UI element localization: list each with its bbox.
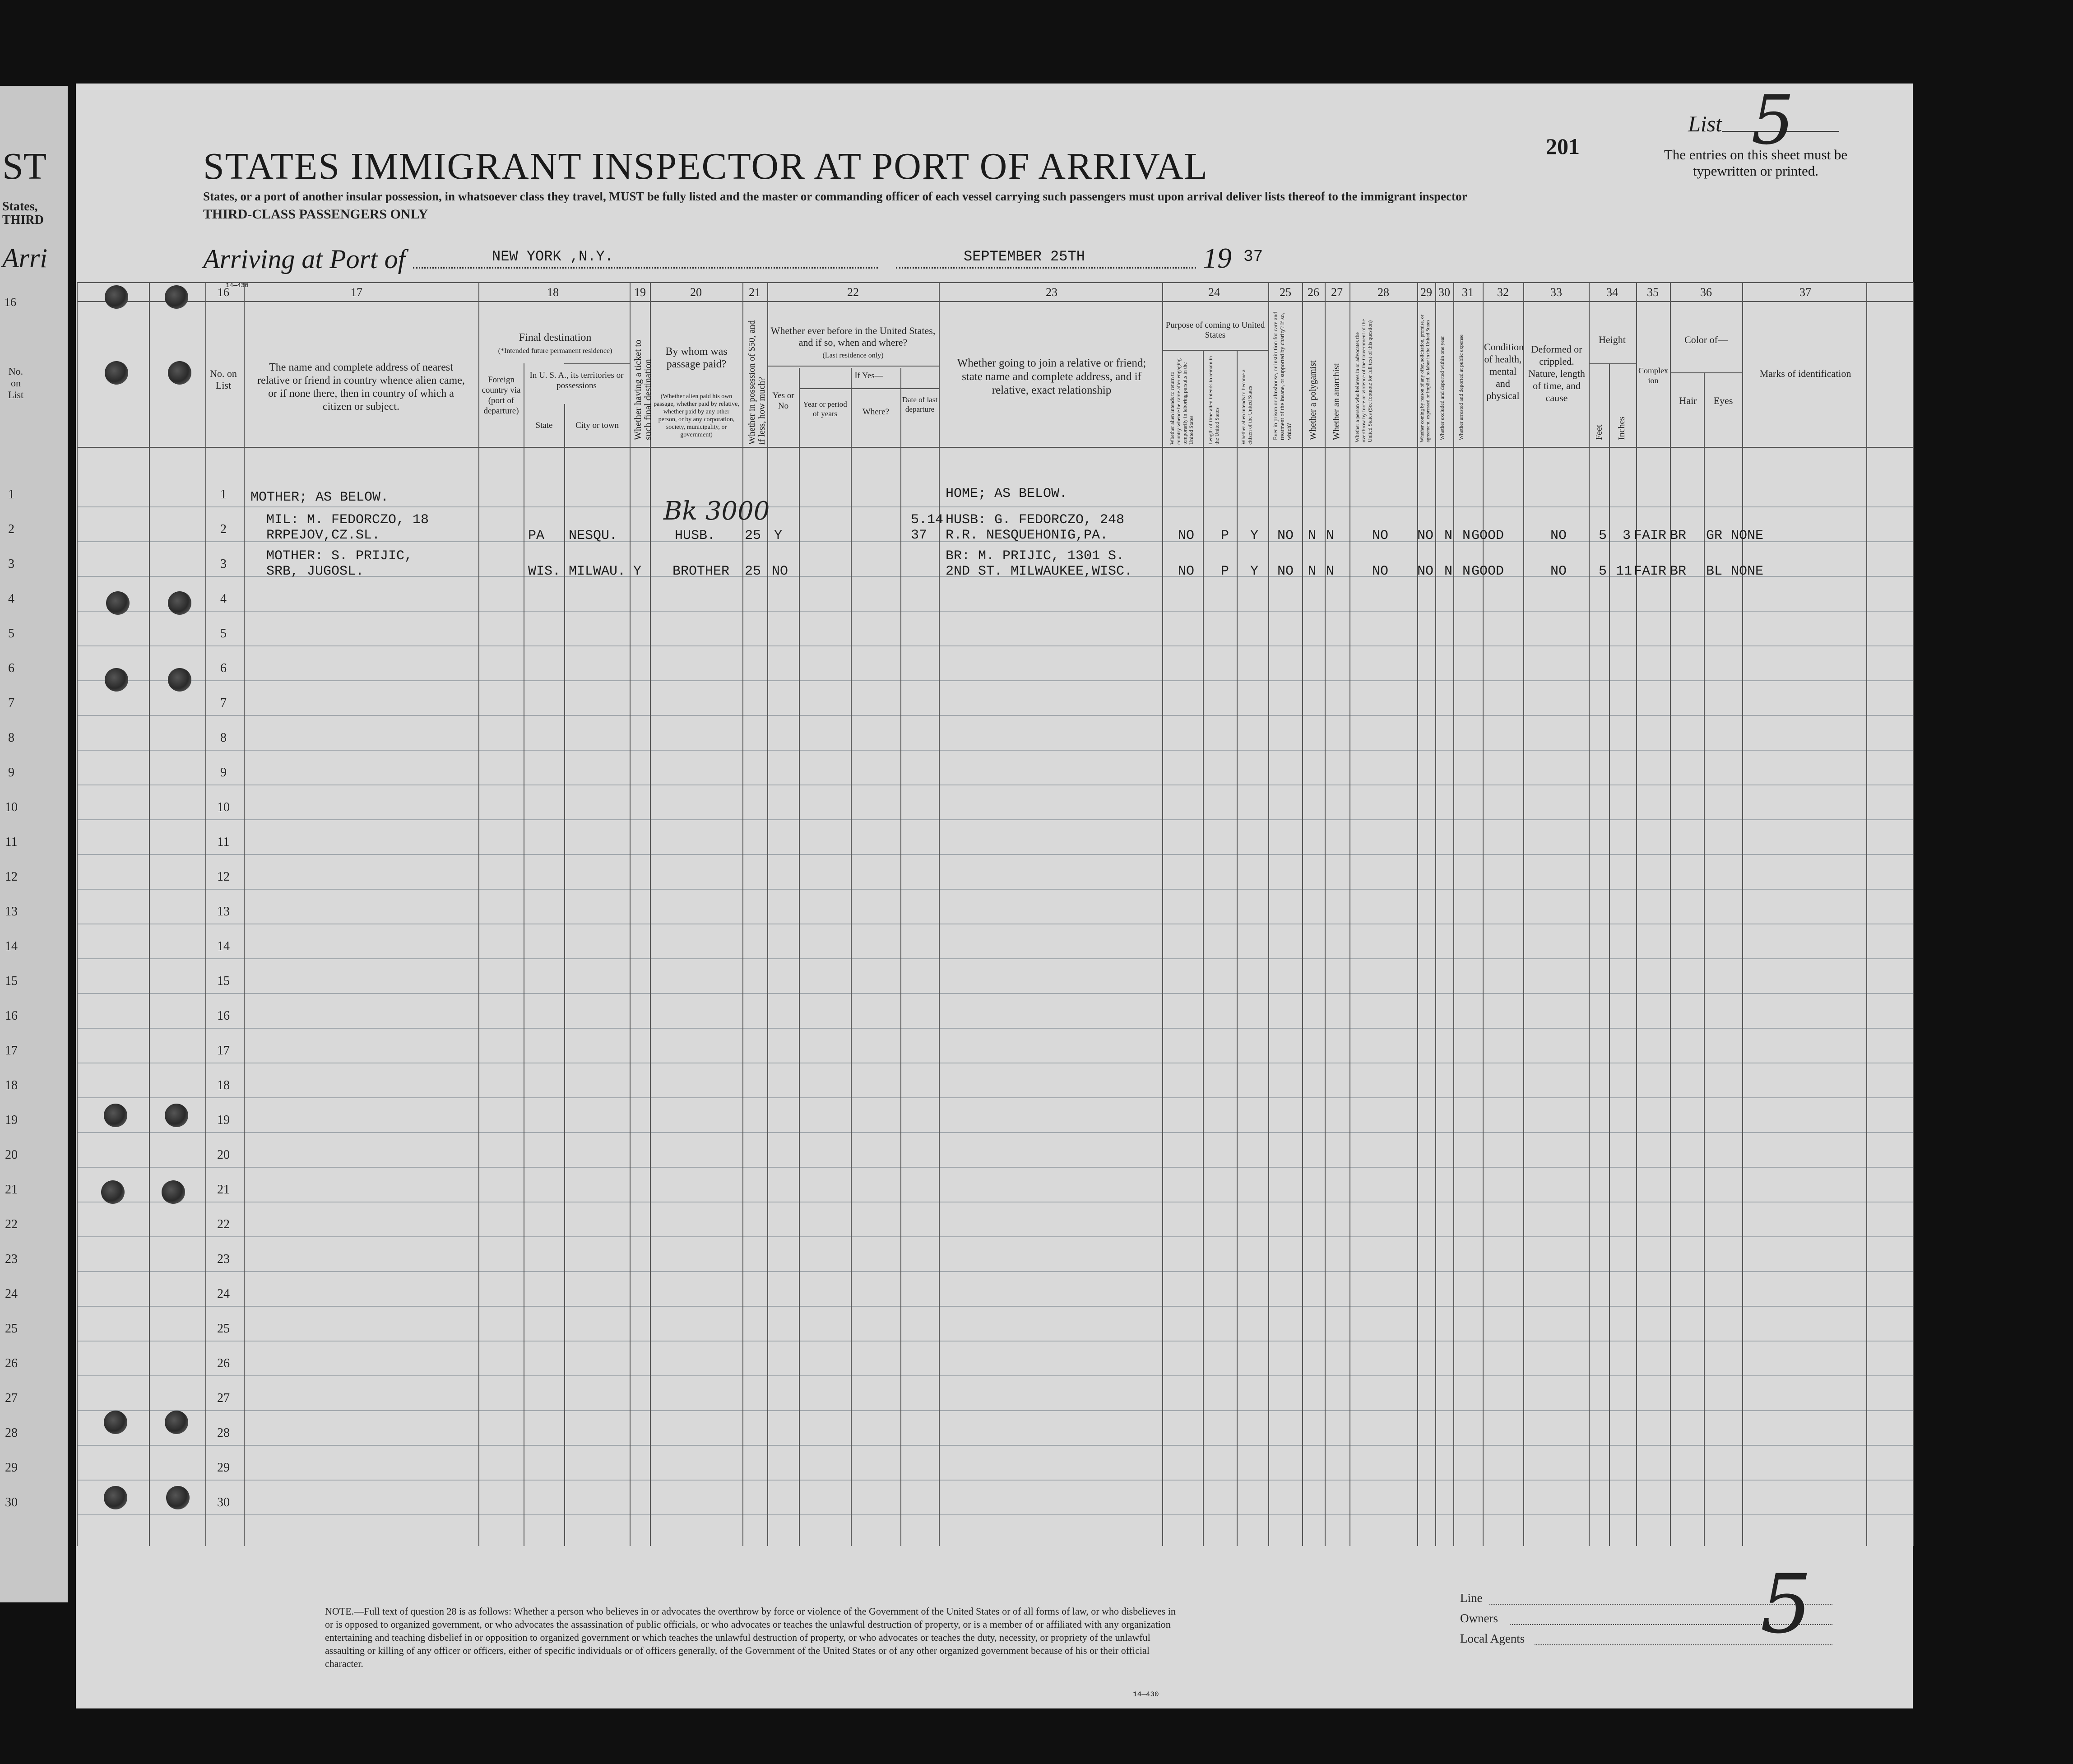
col-border <box>1636 282 1637 1546</box>
row2-deformed: NO <box>1550 528 1567 543</box>
row-rule <box>77 958 1914 959</box>
left-page-row-number: 17 <box>5 1044 18 1058</box>
binder-hole <box>105 361 128 385</box>
row2-passage: HUSB. <box>675 528 716 543</box>
col-border <box>1435 282 1436 1546</box>
colnum-16: 16 <box>218 286 229 299</box>
row-rule <box>77 1236 1914 1237</box>
row2-excluded: N <box>1444 528 1453 543</box>
row-rule <box>77 1341 1914 1342</box>
footer-owners-label: Owners <box>1460 1611 1498 1625</box>
binder-hole <box>168 591 191 615</box>
colhead-23: Whether going to join a relative or friend; state name and complete address, and if relative, exact relationship <box>957 357 1146 396</box>
colnum-19: 19 <box>634 286 646 299</box>
row-rule <box>77 750 1914 751</box>
row-rule <box>77 1480 1914 1481</box>
col-border <box>1268 282 1269 1546</box>
row2-eyes: GR <box>1706 528 1723 543</box>
left-page-row-number: 5 <box>8 627 14 641</box>
colnum-17: 17 <box>351 286 362 299</box>
colhead-32: Condition of health, mental and physical <box>1484 341 1524 401</box>
row-rule <box>77 1445 1914 1446</box>
row2-last-departure: 5.14 <box>911 512 944 528</box>
row3-joining-addr: 2ND ST. MILWAUKEE,WISC. <box>946 564 1133 579</box>
colhead-24b: Length of time alien intends to remain in the United States <box>1207 356 1220 445</box>
left-page-row-number: 2 <box>8 522 14 536</box>
colhead-33: Deformed or crippled. Nature, length of time, and cause <box>1528 344 1585 404</box>
colnum-37: 37 <box>1799 286 1811 299</box>
left-page-col-head: No. on List <box>8 366 24 400</box>
colhead-22-yesno: Yes or No <box>772 391 794 411</box>
row-number: 14 <box>217 939 230 953</box>
left-page-row-number: 14 <box>5 939 18 953</box>
row3-arrested: N <box>1462 564 1471 579</box>
colnum-21: 21 <box>749 286 761 299</box>
row2-height-inches: 3 <box>1623 528 1631 543</box>
left-page-line1-fragment: States, <box>2 200 38 214</box>
row-number: 12 <box>217 870 230 884</box>
colnum-23: 23 <box>1046 286 1057 299</box>
col-border <box>1302 282 1303 1546</box>
binder-hole <box>168 668 191 692</box>
table-top-border <box>77 282 1914 283</box>
subtitle-line1: States, or a port of another insular possession, in whatsoever class they travel, MUST be fully listed and the master or commanding officer of each vessel carrying such passengers must upon arrival deliver lists thereof to the immigrant inspector <box>203 190 1467 203</box>
colnum-32: 32 <box>1497 286 1509 299</box>
row-number: 20 <box>217 1148 230 1162</box>
col-border <box>1866 282 1867 1546</box>
colnum-26: 26 <box>1308 286 1319 299</box>
col-border <box>1913 282 1914 1546</box>
colhead-20-sub: (Whether alien paid his own passage, whether paid by relative, whether paid by any other person, or by any corporation, society, municipality, or government) <box>654 393 739 438</box>
left-page-row-number: 24 <box>5 1287 18 1301</box>
row3-relative: MOTHER: S. PRIJIC, <box>266 548 413 564</box>
left-page-row-number: 9 <box>8 766 14 780</box>
colhead-34-feet: Feet <box>1594 424 1604 440</box>
row3-relative-addr: SRB, JUGOSL. <box>266 564 364 579</box>
colnum-29: 29 <box>1420 286 1432 299</box>
date-value: SEPTEMBER 25TH <box>964 248 1085 265</box>
row3-complexion: FAIR <box>1634 564 1667 579</box>
binder-hole <box>162 1180 185 1204</box>
port-line <box>413 267 878 269</box>
row2-city: NESQU. <box>569 528 618 543</box>
row2-passage-handwritten: Bk 3000 <box>663 497 770 526</box>
manifest-table <box>5 282 1914 1546</box>
row3-height-inches: 11 <box>1616 564 1632 579</box>
colnum-33: 33 <box>1550 286 1562 299</box>
colhead-24: Purpose of coming to United States <box>1165 320 1265 340</box>
row-number: 8 <box>220 731 227 745</box>
row-rule <box>77 680 1914 681</box>
col-border <box>742 282 743 1546</box>
left-page-line2-fragment: THIRD <box>2 213 44 227</box>
row2-polygamist: N <box>1308 528 1317 543</box>
left-page-row-number: 8 <box>8 731 14 745</box>
colnum-30: 30 <box>1438 286 1450 299</box>
colnum-34: 34 <box>1606 286 1618 299</box>
row-rule <box>77 993 1914 994</box>
colhead-19: Whether having a ticket to such final destination <box>632 339 653 440</box>
colhead-18-city: City or town <box>575 421 619 430</box>
binder-hole <box>104 1104 127 1127</box>
row-number: 30 <box>217 1495 230 1509</box>
row-rule <box>77 715 1914 716</box>
colhead-22-sub: (Last residence only) <box>822 352 884 359</box>
row-number: 3 <box>220 557 227 571</box>
row3-passage: BROTHER <box>672 564 730 579</box>
row2-citizen: Y <box>1250 528 1259 543</box>
form-number: 14—430 <box>1133 1690 1159 1699</box>
colhead-22: Whether ever before in the United States, and if so, when and where? <box>770 325 936 348</box>
row3-hair: BR <box>1670 564 1687 579</box>
left-page-row-number: 12 <box>5 870 18 884</box>
row3-joining: BR: M. PRIJIC, 1301 S. <box>946 548 1125 564</box>
row-rule <box>77 889 1914 890</box>
left-page-row-number: 19 <box>5 1113 18 1127</box>
colhead-36: Color of— <box>1684 334 1728 345</box>
colnum-row-border <box>77 301 1914 302</box>
left-page-row-number: 10 <box>5 800 18 814</box>
colhead-37: Marks of identification <box>1759 368 1851 379</box>
col-border <box>1742 282 1743 1546</box>
binder-hole <box>105 285 128 309</box>
colhead-31: Whether arrested and deported at public expense <box>1458 334 1464 440</box>
colhead-26: Whether a polygamist <box>1308 360 1318 440</box>
row-number: 6 <box>220 661 227 675</box>
col-border <box>939 282 940 1546</box>
row2-complexion: FAIR <box>1634 528 1667 543</box>
col-border <box>799 368 800 1546</box>
row3-excluded: N <box>1444 564 1453 579</box>
col-border <box>851 368 852 1546</box>
left-page-row-number: 27 <box>5 1391 18 1405</box>
colhead-17: The name and complete address of nearest relative or friend in country whence alien came, or if none there, then in country of which a citizen or subject. <box>257 362 465 413</box>
row2-hair: BR <box>1670 528 1687 543</box>
row3-length-stay: P <box>1221 564 1229 579</box>
colhead-18-foreign: Foreign country via (port of departure) <box>482 375 521 416</box>
row3-eyes: BL <box>1706 564 1723 579</box>
row2-prison: NO <box>1277 528 1294 543</box>
colhead-21: Whether in possession of $50, and if less, how much? <box>747 320 767 445</box>
row2-state: PA <box>528 528 545 543</box>
binder-hole <box>165 1411 188 1434</box>
row3-anarchist: N <box>1326 564 1335 579</box>
binder-hole <box>101 1180 125 1204</box>
row-rule <box>77 645 1914 646</box>
colhead-24c: Whether alien intends to become a citizen of the United States <box>1240 369 1253 445</box>
left-page-row-number: 7 <box>8 696 14 710</box>
col-border <box>1203 350 1204 1546</box>
year-prefix: 19 <box>1203 242 1232 274</box>
binder-hole <box>104 1486 127 1509</box>
colhead-18-usa: In U. S. A., its territories or possessions <box>529 371 624 390</box>
row3-ticket: Y <box>633 564 642 579</box>
colhead-35: Complexion <box>1638 366 1668 385</box>
col-border <box>1704 372 1705 1546</box>
row-number: 13 <box>217 905 230 919</box>
date-line <box>896 267 1196 269</box>
purpose-subheader-line <box>1162 350 1268 351</box>
binder-hole <box>166 1486 190 1509</box>
left-page-arriving-fragment: Arri <box>2 243 48 273</box>
row-number: 16 <box>217 1009 230 1023</box>
row-rule <box>77 854 1914 855</box>
row2-labor-offer: NO <box>1417 528 1434 543</box>
left-page-row-number: 1 <box>8 487 14 501</box>
row2-before-yesno: Y <box>774 528 783 543</box>
col-border <box>1589 282 1590 1546</box>
left-page-row-number: 25 <box>5 1322 18 1336</box>
row2-last-departure-year: 37 <box>911 528 928 543</box>
year-suffix: 37 <box>1243 247 1263 266</box>
left-page-row-number: 15 <box>5 974 18 988</box>
colhead-22-where: Where? <box>862 407 890 417</box>
colhead-34: Height <box>1599 334 1626 345</box>
colhead-22-ifyes: If Yes— <box>854 371 883 381</box>
row-number: 2 <box>220 522 227 536</box>
col-border <box>564 404 565 1546</box>
row3-marks: NONE <box>1731 564 1764 579</box>
left-page-col-num: 16 <box>5 296 16 309</box>
footnote-question-28: NOTE.—Full text of question 28 is as follows: Whether a person who believes in or advocates the overthrow by force or violence of the Government of the United States or of all forms of law, or who disbelieves in or is opposed to organized government, or who advocates the assassination of public officials, or who advocates or teaches the unlawful destruction of property, or is a member of or affiliated with any organization entertaining and teaching disbelief in or opposition to organized government or which teaches the unlawful destruction of property, or who advocates or teaches the duty, necessity, or propriety of the unlawful assaulting or killing of any officer or officers, either of specific individuals or of officers generally, of the Government of the United States or of any other organized government because of his or their official character. <box>325 1606 1176 1669</box>
row-rule <box>77 1132 1914 1133</box>
row-number: 5 <box>220 627 227 641</box>
binder-hole <box>105 668 128 692</box>
row-number: 9 <box>220 766 227 780</box>
row-rule <box>77 1410 1914 1411</box>
row-rule <box>77 1514 1914 1515</box>
col-border <box>478 282 479 1546</box>
colhead-18: Final destination <box>519 332 592 344</box>
color-subheader-line <box>1670 372 1742 373</box>
colhead-18-sub: (*Intended future permanent residence) <box>498 347 612 355</box>
row-number: 28 <box>217 1426 230 1440</box>
col-border <box>630 282 631 1546</box>
col-border <box>900 368 901 1546</box>
colhead-30: Whether excluded and deported within one year <box>1439 336 1445 440</box>
row-number: 19 <box>217 1113 230 1127</box>
row-number: 18 <box>217 1078 230 1092</box>
row2-overthrow: NO <box>1372 528 1389 543</box>
colhead-24a: Whether alien intends to return to country whence he came after engaging temporarily in laboring pursuits in the United States <box>1169 358 1194 445</box>
binder-hole <box>165 1104 188 1127</box>
row3-deformed: NO <box>1550 564 1567 579</box>
colnum-28: 28 <box>1377 286 1389 299</box>
row2-joining-addr: R.R. NESQUEHONIG,PA. <box>946 528 1108 543</box>
row-number: 23 <box>217 1252 230 1266</box>
height-subheader-line <box>1589 363 1636 364</box>
row-number: 25 <box>217 1322 230 1336</box>
colnum-22: 22 <box>847 286 859 299</box>
row1-joining: HOME; AS BELOW. <box>946 486 1068 501</box>
binder-hole <box>104 1411 127 1434</box>
row-number: 10 <box>217 800 230 814</box>
row2-health: GOOD <box>1471 528 1504 543</box>
row-rule <box>77 819 1914 820</box>
sheet-number: 201 <box>1546 134 1580 159</box>
colhead-20: By whom was passage paid? <box>665 346 728 370</box>
col-border <box>650 282 651 1546</box>
row2-anarchist: N <box>1326 528 1335 543</box>
col-border <box>1417 282 1418 1546</box>
colhead-36-eyes: Eyes <box>1713 395 1733 406</box>
left-page-row-number: 16 <box>5 1009 18 1023</box>
usa-subheader-line <box>564 363 630 364</box>
colhead-27: Whether an anarchist <box>1331 363 1341 440</box>
row3-citizen: Y <box>1250 564 1259 579</box>
left-page-row-number: 28 <box>5 1426 18 1440</box>
row1-relative: MOTHER; AS BELOW. <box>250 490 389 505</box>
colnum-35: 35 <box>1647 286 1659 299</box>
page-title: STATES IMMIGRANT INSPECTOR AT PORT OF ARRIVAL <box>203 145 1208 187</box>
left-page-row-number: 6 <box>8 661 14 675</box>
header-bottom-border <box>77 447 1914 448</box>
left-page-row-number: 18 <box>5 1078 18 1092</box>
left-page-row-number: 13 <box>5 905 18 919</box>
colhead-36-hair: Hair <box>1679 395 1697 406</box>
left-page-row-number: 21 <box>5 1183 18 1197</box>
row3-polygamist: N <box>1308 564 1317 579</box>
row2-length-stay: P <box>1221 528 1229 543</box>
col-border <box>1670 282 1671 1546</box>
colhead-18-state: State <box>535 421 553 430</box>
list-number-handwritten: 5 <box>1751 81 1795 160</box>
row-rule <box>77 1167 1914 1168</box>
row-number: 24 <box>217 1287 230 1301</box>
binder-hole <box>165 285 188 309</box>
row3-before-yesno: NO <box>772 564 788 579</box>
colnum-20: 20 <box>690 286 702 299</box>
left-page-row-number: 22 <box>5 1217 18 1231</box>
row2-relative: MIL: M. FEDORCZO, 18 <box>266 512 429 528</box>
list-label: List <box>1688 111 1722 136</box>
left-page-row-number: 26 <box>5 1356 18 1370</box>
arriving-label: Arriving at Port of <box>203 244 406 274</box>
colnum-18: 18 <box>547 286 559 299</box>
col-border <box>244 282 245 1546</box>
colnum-27: 27 <box>1331 286 1343 299</box>
row-number: 22 <box>217 1217 230 1231</box>
row2-return: NO <box>1178 528 1195 543</box>
left-page-row-number: 3 <box>8 557 14 571</box>
col-border <box>1483 282 1484 1546</box>
row-number: 4 <box>220 592 227 606</box>
col-border <box>1523 282 1524 1546</box>
row-rule <box>77 611 1914 612</box>
col-border <box>1237 350 1238 1546</box>
row3-state: WIS. <box>528 564 561 579</box>
colhead-29: Whether coming by reason of any offer, solicitation, promise, or agreement, expressed or implied, to labor in the United States <box>1419 315 1431 442</box>
colhead-16: No. on List <box>210 368 237 391</box>
row-number: 1 <box>220 487 227 501</box>
ifyes-subheader-line <box>799 388 939 389</box>
left-page-row-number: 11 <box>5 835 18 849</box>
left-page-row-number: 4 <box>8 592 14 606</box>
row3-height-feet: 5 <box>1599 564 1607 579</box>
colnum-31: 31 <box>1462 286 1474 299</box>
row3-city: MILWAU. <box>569 564 626 579</box>
colnum-24: 24 <box>1208 286 1220 299</box>
instructions-note: The entries on this sheet must be typewritten or printed. <box>1664 147 1848 179</box>
col-border <box>1325 282 1326 1546</box>
row2-arrested: N <box>1462 528 1471 543</box>
colnum-25: 25 <box>1280 286 1291 299</box>
row-number: 29 <box>217 1461 230 1475</box>
row3-return: NO <box>1178 564 1195 579</box>
row3-prison: NO <box>1277 564 1294 579</box>
colhead-28: Whether a person who believes in or advocates the overthrow by force or violence of the Government of the United States (See footnote for full text of this question) <box>1354 319 1373 442</box>
footer-line-label: Line <box>1460 1591 1483 1605</box>
row-number: 26 <box>217 1356 230 1370</box>
subtitle-line2: THIRD-CLASS PASSENGERS ONLY <box>203 207 428 222</box>
row-number: 17 <box>217 1044 230 1058</box>
row-rule <box>77 506 1914 507</box>
left-page-row-number: 20 <box>5 1148 18 1162</box>
row-rule <box>77 1097 1914 1098</box>
col-border <box>767 282 768 1546</box>
colhead-34-inches: Inches <box>1617 416 1627 440</box>
row3-labor-offer: NO <box>1417 564 1434 579</box>
row2-money: 25 <box>745 528 761 543</box>
colhead-22-date: Date of last departure <box>902 395 938 413</box>
footer-handwritten-mark: 5 <box>1760 1557 1812 1652</box>
row-number: 7 <box>220 696 227 710</box>
left-page-row-number: 30 <box>5 1495 18 1509</box>
footer-agents-label: Local Agents <box>1460 1632 1525 1645</box>
col-border <box>149 282 150 1546</box>
colnum-36: 36 <box>1700 286 1712 299</box>
colhead-25: Ever in prison or almshouse, or institution for care and treatment of the insane, or supported by charity? If so, which? <box>1272 311 1292 440</box>
row2-marks: NONE <box>1731 528 1764 543</box>
left-page-title-fragment: ST <box>2 145 47 187</box>
binder-hole <box>106 591 130 615</box>
top-form-number: 14—430 <box>226 282 249 289</box>
row2-relative-addr: RRPEJOV,CZ.SL. <box>266 528 380 543</box>
col-border <box>1162 282 1163 1546</box>
left-page-row-number: 29 <box>5 1461 18 1475</box>
row3-money: 25 <box>745 564 761 579</box>
row-rule <box>77 1375 1914 1376</box>
row-number: 11 <box>217 835 230 849</box>
col-border <box>1609 363 1610 1546</box>
binder-hole <box>168 361 191 385</box>
row3-health: GOOD <box>1471 564 1504 579</box>
row2-height-feet: 5 <box>1599 528 1607 543</box>
colhead-22-period: Year or period of years <box>803 400 847 418</box>
row-rule <box>77 1028 1914 1029</box>
row-rule <box>77 1306 1914 1307</box>
port-value: NEW YORK ,N.Y. <box>492 248 613 265</box>
left-page-row-number: 23 <box>5 1252 18 1266</box>
row-number: 27 <box>217 1391 230 1405</box>
row-rule <box>77 1271 1914 1272</box>
col-border <box>77 282 78 1546</box>
col-border <box>1453 282 1454 1546</box>
row3-overthrow: NO <box>1372 564 1389 579</box>
row-number: 15 <box>217 974 230 988</box>
row-number: 21 <box>217 1183 230 1197</box>
row2-joining: HUSB: G. FEDORCZO, 248 <box>946 512 1125 528</box>
prev-visit-subheader-line <box>767 366 939 367</box>
